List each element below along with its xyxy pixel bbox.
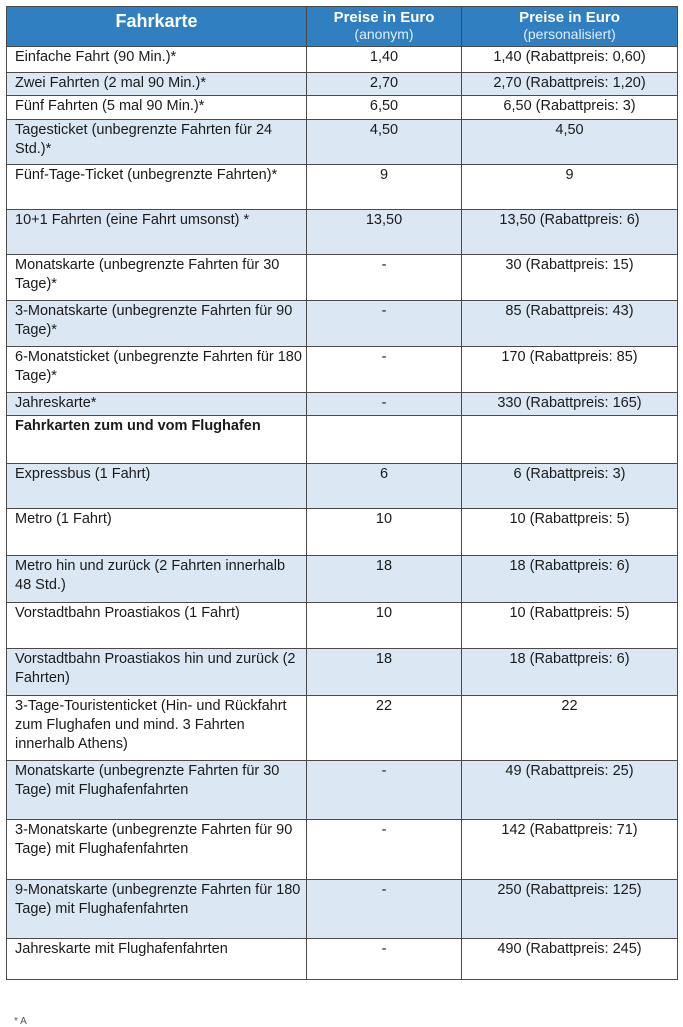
price-personalized-cell: 142 (Rabattpreis: 71) (462, 820, 678, 880)
price-anonymous-cell: - (307, 880, 462, 939)
fare-name-cell: 3-Monatskarte (unbegrenzte Fahrten für 90 Tage) mit Flughafenfahrten (7, 820, 307, 880)
fare-name-cell: Fünf Fahrten (5 mal 90 Min.)* (7, 96, 307, 120)
price-anonymous-cell: - (307, 939, 462, 980)
price-personalized-cell: 85 (Rabattpreis: 43) (462, 301, 678, 347)
table-row (7, 165, 678, 210)
fare-name-cell: Fahrkarten zum und vom Flughafen (7, 416, 307, 464)
price-anonymous-cell: - (307, 761, 462, 820)
price-anonymous-cell: 18 (307, 649, 462, 696)
table-row (7, 393, 678, 416)
price-personalized-cell: 18 (Rabattpreis: 6) (462, 556, 678, 603)
price-personalized-cell: 4,50 (462, 120, 678, 165)
header-price-personalized (462, 7, 678, 47)
table-row (7, 696, 678, 761)
header-price-anonymous (307, 7, 462, 47)
fare-name-cell: 10+1 Fahrten (eine Fahrt umsonst) * (7, 210, 307, 255)
price-personalized-cell: 2,70 (Rabattpreis: 1,20) (462, 73, 678, 96)
footnote: * A (14, 1016, 27, 1027)
fare-name-cell: 3-Tage-Touristenticket (Hin- und Rückfahrt zum Flughafen und mind. 3 Fahrten innerhalb Athens) (7, 696, 307, 761)
price-anonymous-cell: 9 (307, 165, 462, 210)
header-fare: Fahrkarte (7, 7, 307, 47)
price-anonymous-cell: 1,40 (307, 47, 462, 73)
price-anonymous-cell: - (307, 255, 462, 301)
table-row (7, 603, 678, 649)
fare-name-cell: Tagesticket (unbegrenzte Fahrten für 24 Std.)* (7, 120, 307, 165)
table-row (7, 120, 678, 165)
header-anon-sub: (anonym) (354, 26, 414, 42)
fare-name-cell: 6-Monatsticket (unbegrenzte Fahrten für 180 Tage)* (7, 347, 307, 393)
fare-name-cell: Zwei Fahrten (2 mal 90 Min.)* (7, 73, 307, 96)
fare-name-cell: 9-Monatskarte (unbegrenzte Fahrten für 180 Tage) mit Flughafenfahrten (7, 880, 307, 939)
price-anonymous-cell: - (307, 820, 462, 880)
price-personalized-cell: 170 (Rabattpreis: 85) (462, 347, 678, 393)
price-personalized-cell: 6,50 (Rabattpreis: 3) (462, 96, 678, 120)
price-anonymous-cell: 13,50 (307, 210, 462, 255)
fare-table-body (7, 47, 678, 980)
fare-name-cell: Jahreskarte mit Flughafenfahrten (7, 939, 307, 980)
fare-name-cell: Monatskarte (unbegrenzte Fahrten für 30 Tage)* (7, 255, 307, 301)
fare-name-cell: Vorstadtbahn Proastiakos (1 Fahrt) (7, 603, 307, 649)
header-pers-sub: (personalisiert) (523, 26, 616, 42)
table-row (7, 820, 678, 880)
table-row (7, 47, 678, 73)
price-anonymous-cell: 10 (307, 603, 462, 649)
price-anonymous-cell: 2,70 (307, 73, 462, 96)
table-row (7, 761, 678, 820)
price-anonymous-cell: 22 (307, 696, 462, 761)
price-anonymous-cell: - (307, 393, 462, 416)
table-row (7, 96, 678, 120)
table-row (7, 210, 678, 255)
table-row (7, 649, 678, 696)
price-anonymous-cell: 4,50 (307, 120, 462, 165)
header-anon-title: Preise in Euro (333, 9, 435, 26)
price-personalized-cell: 330 (Rabattpreis: 165) (462, 393, 678, 416)
price-anonymous-cell: 10 (307, 509, 462, 556)
fare-name-cell: Fünf-Tage-Ticket (unbegrenzte Fahrten)* (7, 165, 307, 210)
price-anonymous-cell: - (307, 301, 462, 347)
fare-name-cell: Monatskarte (unbegrenzte Fahrten für 30 Tage) mit Flughafenfahrten (7, 761, 307, 820)
section-row (7, 416, 678, 464)
price-personalized-cell: 49 (Rabattpreis: 25) (462, 761, 678, 820)
fare-name-cell: Jahreskarte* (7, 393, 307, 416)
table-row (7, 464, 678, 509)
fare-name-cell: 3-Monatskarte (unbegrenzte Fahrten für 90 Tage)* (7, 301, 307, 347)
price-personalized-cell: 22 (462, 696, 678, 761)
price-personalized-cell (462, 416, 678, 464)
fare-name-cell: Metro hin und zurück (2 Fahrten innerhalb 48 Std.) (7, 556, 307, 603)
price-personalized-cell: 250 (Rabattpreis: 125) (462, 880, 678, 939)
price-anonymous-cell: - (307, 347, 462, 393)
price-personalized-cell: 13,50 (Rabattpreis: 6) (462, 210, 678, 255)
table-row (7, 73, 678, 96)
fare-name-cell: Vorstadtbahn Proastiakos hin und zurück (2 Fahrten) (7, 649, 307, 696)
table-row (7, 347, 678, 393)
table-row (7, 255, 678, 301)
price-personalized-cell: 10 (Rabattpreis: 5) (462, 509, 678, 556)
header-row (7, 7, 678, 47)
header-pers-title: Preise in Euro (519, 9, 620, 26)
price-personalized-cell: 9 (462, 165, 678, 210)
fare-name-cell: Expressbus (1 Fahrt) (7, 464, 307, 509)
price-personalized-cell: 10 (Rabattpreis: 5) (462, 603, 678, 649)
price-personalized-cell: 30 (Rabattpreis: 15) (462, 255, 678, 301)
fare-table (6, 6, 678, 980)
table-row (7, 301, 678, 347)
price-personalized-cell: 18 (Rabattpreis: 6) (462, 649, 678, 696)
price-anonymous-cell: 6,50 (307, 96, 462, 120)
price-personalized-cell: 490 (Rabattpreis: 245) (462, 939, 678, 980)
fare-name-cell: Einfache Fahrt (90 Min.)* (7, 47, 307, 73)
price-anonymous-cell: 6 (307, 464, 462, 509)
table-row (7, 556, 678, 603)
price-personalized-cell: 6 (Rabattpreis: 3) (462, 464, 678, 509)
fare-name-cell: Metro (1 Fahrt) (7, 509, 307, 556)
table-row (7, 509, 678, 556)
price-personalized-cell: 1,40 (Rabattpreis: 0,60) (462, 47, 678, 73)
price-anonymous-cell (307, 416, 462, 464)
table-row (7, 939, 678, 980)
price-anonymous-cell: 18 (307, 556, 462, 603)
table-row (7, 880, 678, 939)
